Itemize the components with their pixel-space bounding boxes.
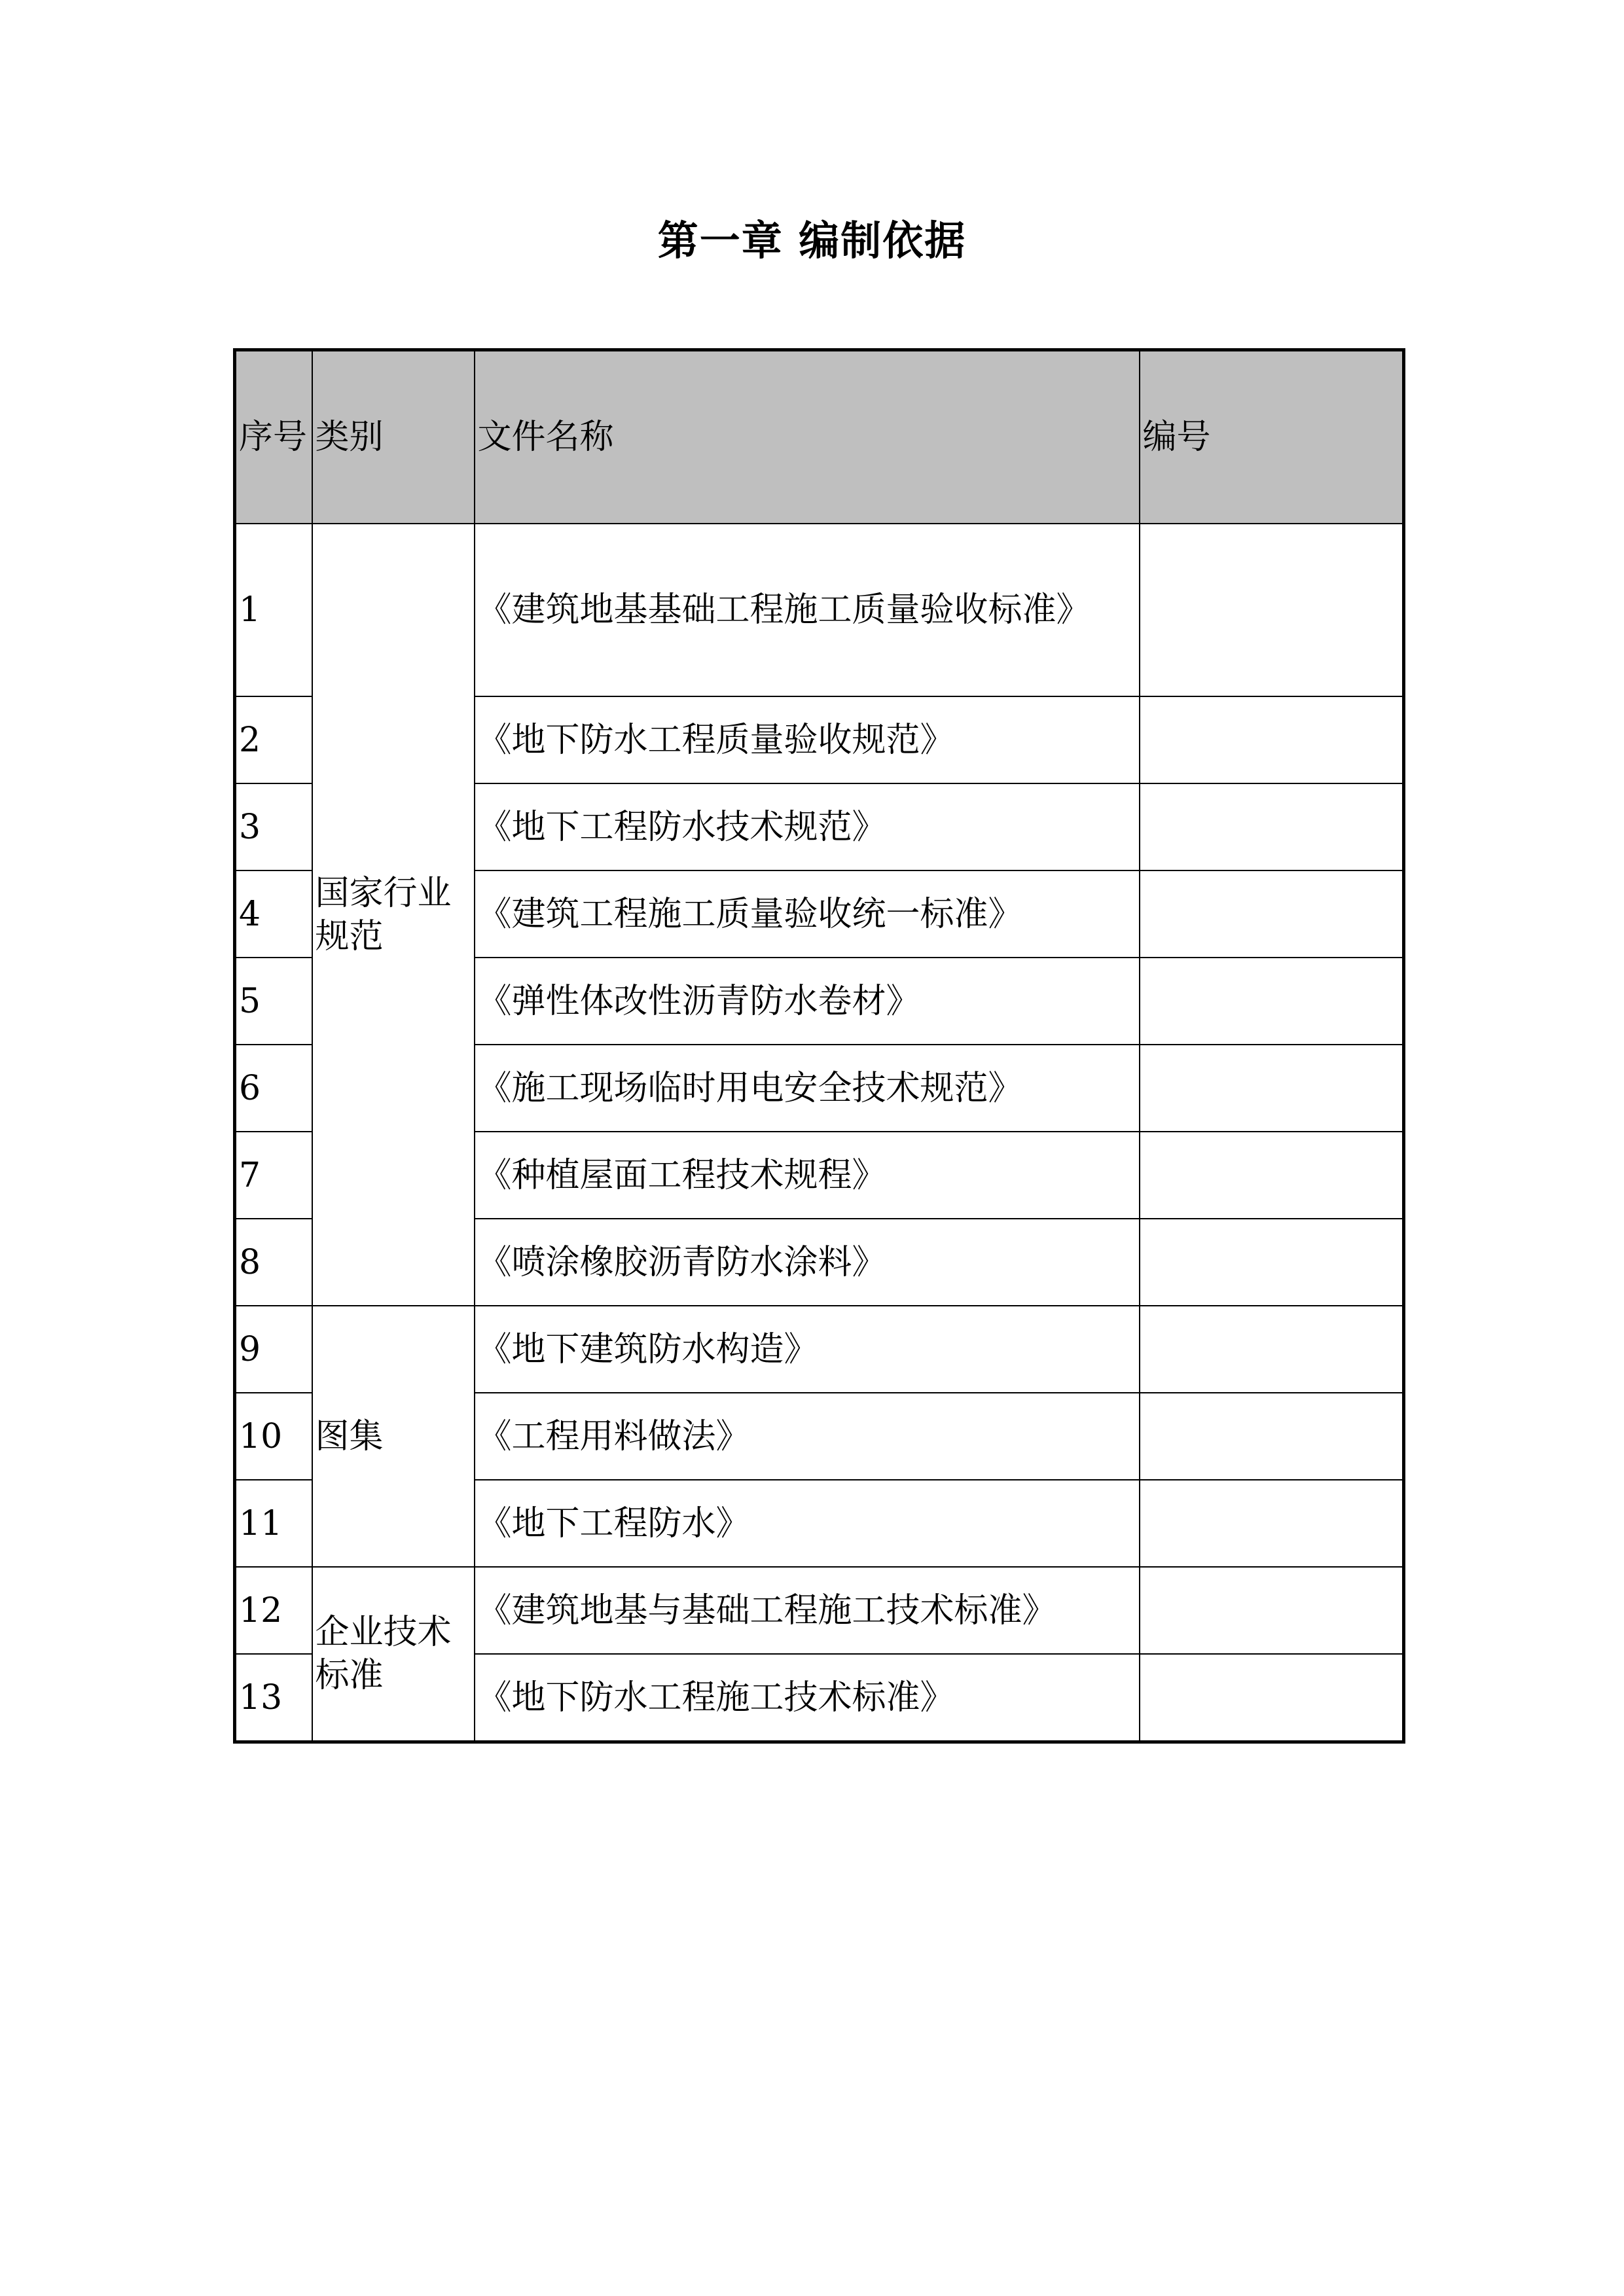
row-name: 《地下工程防水技术规范》 [475, 783, 1140, 870]
row-name: 《喷涂橡胶沥青防水涂料》 [475, 1219, 1140, 1306]
header-category: 类别 [312, 350, 475, 524]
row-code [1140, 783, 1404, 870]
row-name: 《建筑地基与基础工程施工技术标准》 [475, 1567, 1140, 1654]
row-name: 《建筑地基基础工程施工质量验收标准》 [475, 524, 1140, 696]
row-name: 《施工现场临时用电安全技术规范》 [475, 1045, 1140, 1132]
row-code [1140, 1567, 1404, 1654]
row-name: 《地下建筑防水构造》 [475, 1306, 1140, 1393]
row-seq: 9 [235, 1306, 312, 1393]
row-code [1140, 524, 1404, 696]
basis-table [233, 348, 1405, 1744]
row-seq: 5 [235, 958, 312, 1045]
row-seq: 2 [235, 696, 312, 783]
row-code [1140, 1393, 1404, 1480]
category-cell: 图集 [312, 1306, 475, 1567]
header-code: 编号 [1140, 350, 1404, 524]
row-code [1140, 1654, 1404, 1742]
row-seq: 10 [235, 1393, 312, 1480]
row-code [1140, 1306, 1404, 1393]
row-code [1140, 1132, 1404, 1219]
row-name: 《地下工程防水》 [475, 1480, 1140, 1567]
row-code [1140, 1480, 1404, 1567]
table-header-row [235, 350, 1404, 524]
row-code [1140, 696, 1404, 783]
row-seq: 1 [235, 524, 312, 696]
table-row [235, 524, 1404, 696]
row-name: 《地下防水工程质量验收规范》 [475, 696, 1140, 783]
table-row [235, 1306, 1404, 1393]
table-row [235, 1567, 1404, 1654]
row-code [1140, 1045, 1404, 1132]
header-seq: 序号 [235, 350, 312, 524]
row-name: 《弹性体改性沥青防水卷材》 [475, 958, 1140, 1045]
row-seq: 4 [235, 870, 312, 958]
row-code [1140, 958, 1404, 1045]
row-seq: 7 [235, 1132, 312, 1219]
row-seq: 8 [235, 1219, 312, 1306]
page-title: 第一章 编制依据 [657, 217, 967, 264]
row-seq: 11 [235, 1480, 312, 1567]
header-name: 文件名称 [475, 350, 1140, 524]
row-seq: 12 [235, 1567, 312, 1654]
category-cell: 国家行业规范 [312, 524, 475, 1306]
category-cell: 企业技术标准 [312, 1567, 475, 1742]
row-seq: 6 [235, 1045, 312, 1132]
row-code [1140, 870, 1404, 958]
row-name: 《工程用料做法》 [475, 1393, 1140, 1480]
row-seq: 3 [235, 783, 312, 870]
row-code [1140, 1219, 1404, 1306]
row-seq: 13 [235, 1654, 312, 1742]
row-name: 《种植屋面工程技术规程》 [475, 1132, 1140, 1219]
row-name: 《地下防水工程施工技术标准》 [475, 1654, 1140, 1742]
row-name: 《建筑工程施工质量验收统一标准》 [475, 870, 1140, 958]
